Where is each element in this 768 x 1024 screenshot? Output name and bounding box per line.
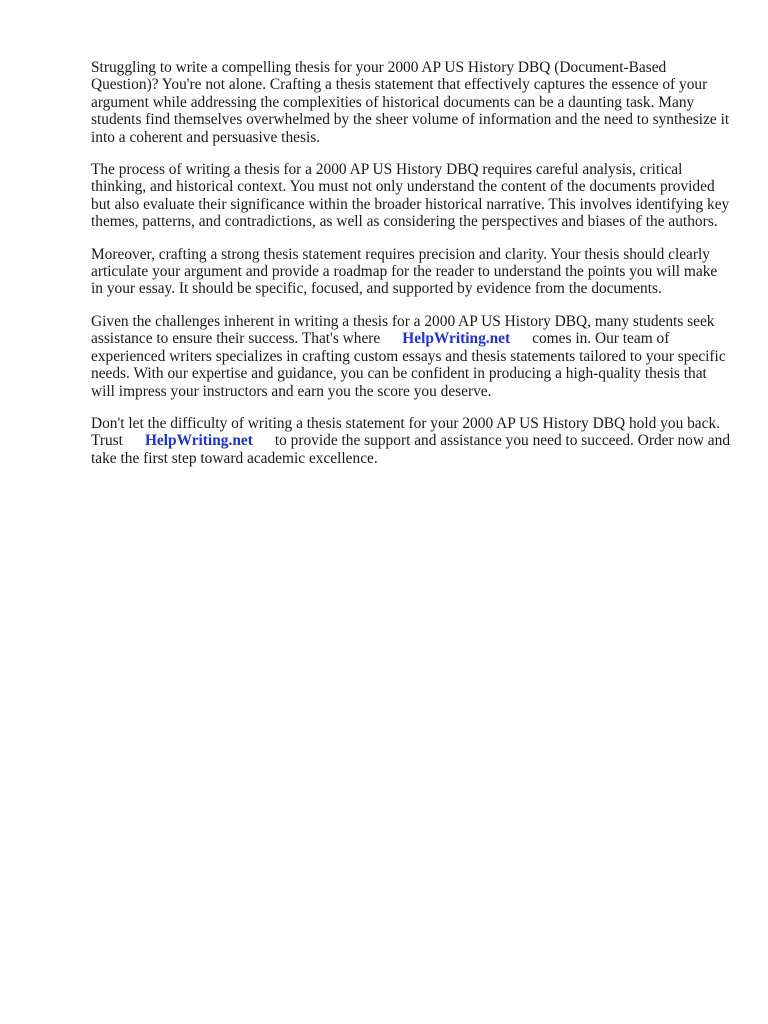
paragraph-call-to-action <box>91 415 731 467</box>
paragraph-process <box>91 161 731 231</box>
paragraph-assistance <box>91 313 731 400</box>
document-body <box>91 59 731 482</box>
helpwriting-link-1[interactable]: HelpWriting.net <box>402 330 511 348</box>
paragraph-intro <box>91 59 731 146</box>
paragraph-assistance-text-after: comes in. Our team of experienced writers specializes in crafting custom essays and thesis statements tailored to your specific needs. With our expertise and guidance, you can be confident in producing a high-quality thesis that will impress your instructors and earn you the score you deserve. <box>91 330 726 400</box>
paragraph-intro-text: Struggling to write a compelling thesis for your 2000 AP US History DBQ (Document-Based Question)? You're not alone. Crafting a thesis statement that effectively captures the essence of your argument while addressing the complexities of historical documents can be a daunting task. Many students find themselves overwhelmed by the sheer volume of information and the need to synthesize it into a coherent and persuasive thesis. <box>91 59 730 146</box>
paragraph-cta-text-after: to provide the support and assistance you need to succeed. Order now and take the first step toward academic excellence. <box>91 432 731 467</box>
paragraph-cta-text-before: Don't let the difficulty of writing a thesis statement for your 2000 AP US History DBQ hold you back. Trust <box>91 414 721 450</box>
paragraph-process-text: The process of writing a thesis for a 2000 AP US History DBQ requires careful analysis, critical thinking, and historical context. You must not only understand the content of the documents provided but also evaluate their significance within the broader historical narrative. This involves identifying key themes, patterns, and contradictions, as well as considering the perspectives and biases of the authors. <box>91 161 730 231</box>
helpwriting-link-2[interactable]: HelpWriting.net <box>144 432 253 450</box>
paragraph-assistance-text-before: Given the challenges inherent in writing a thesis for a 2000 AP US History DBQ, many students seek assistance to ensure their success. That's where <box>91 312 715 348</box>
paragraph-precision <box>91 246 731 298</box>
paragraph-precision-text: Moreover, crafting a strong thesis statement requires precision and clarity. Your thesis should clearly articulate your argument and provide a roadmap for the reader to understand the points you will make in your essay. It should be specific, focused, and supported by evidence from the documents. <box>91 245 718 298</box>
